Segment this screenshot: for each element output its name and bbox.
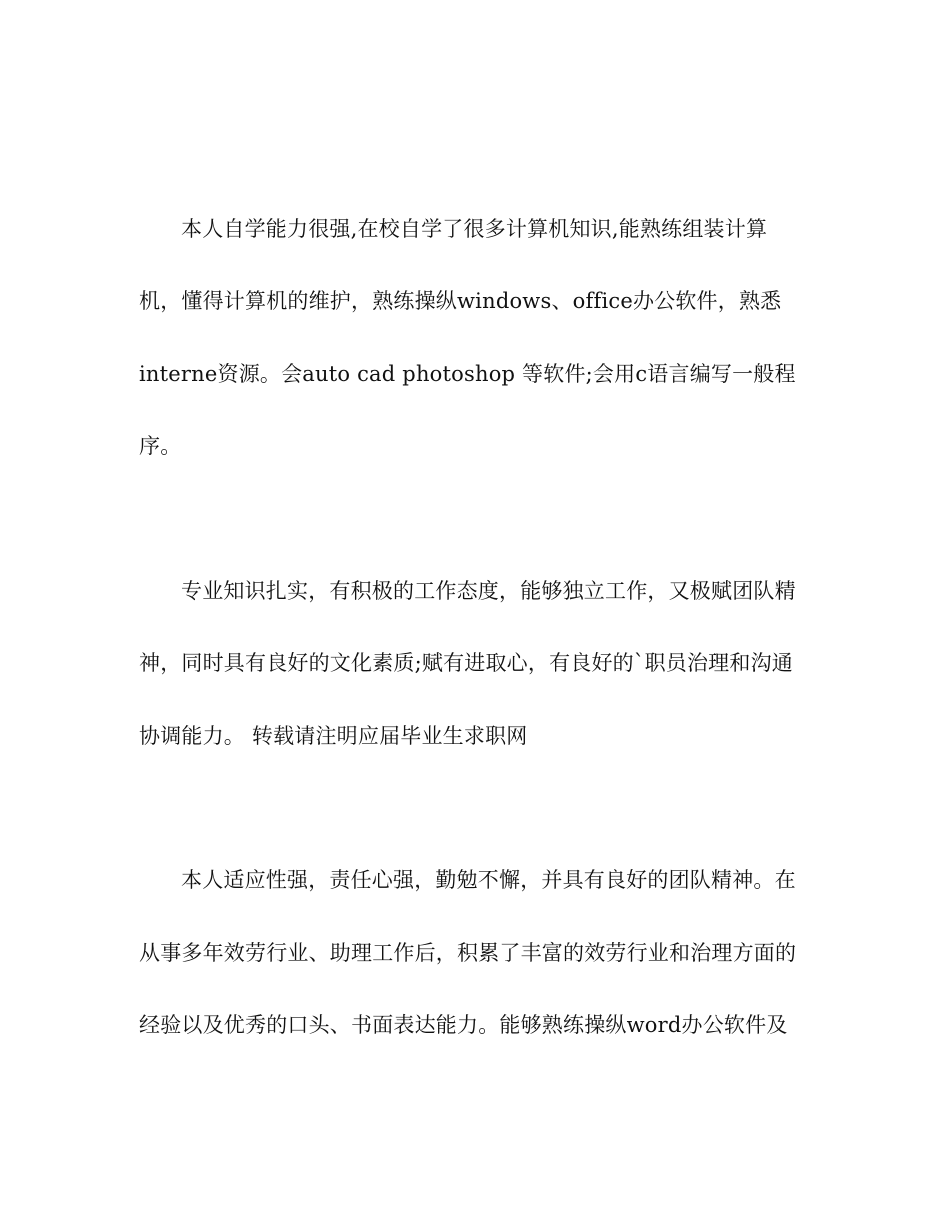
paragraph-3-line-3: 经验以及优秀的口头、书面表达能力。能够熟练操纵word办公软件及 xyxy=(139,1013,788,1037)
paragraph-2-line-1: 专业知识扎实，有积极的工作态度，能够独立工作，又极赋团队精 xyxy=(181,579,796,603)
paragraph-1-line-2: 机，懂得计算机的维护，熟练操纵windows、office办公软件，熟悉 xyxy=(139,289,782,313)
paragraph-1-line-4: 序。 xyxy=(139,434,182,458)
paragraph-2-line-3: 协调能力。 转载请注明应届毕业生求职网 xyxy=(139,724,528,748)
paragraph-1-line-3: interne资源。会auto cad photoshop 等软件;会用c语言编写一般程 xyxy=(139,362,796,386)
paragraph-2-line-2: 神，同时具有良好的文化素质;赋有进取心，有良好的`职员治理和沟通 xyxy=(139,651,793,675)
paragraph-1-line-1: 本人自学能力很强,在校自学了很多计算机知识,能熟练组装计算 xyxy=(181,217,768,241)
paragraph-3-line-1: 本人适应性强，责任心强，勤勉不懈，并具有良好的团队精神。在 xyxy=(181,868,796,892)
paragraph-3-line-2: 从事多年效劳行业、助理工作后，积累了丰富的效劳行业和治理方面的 xyxy=(139,941,797,965)
